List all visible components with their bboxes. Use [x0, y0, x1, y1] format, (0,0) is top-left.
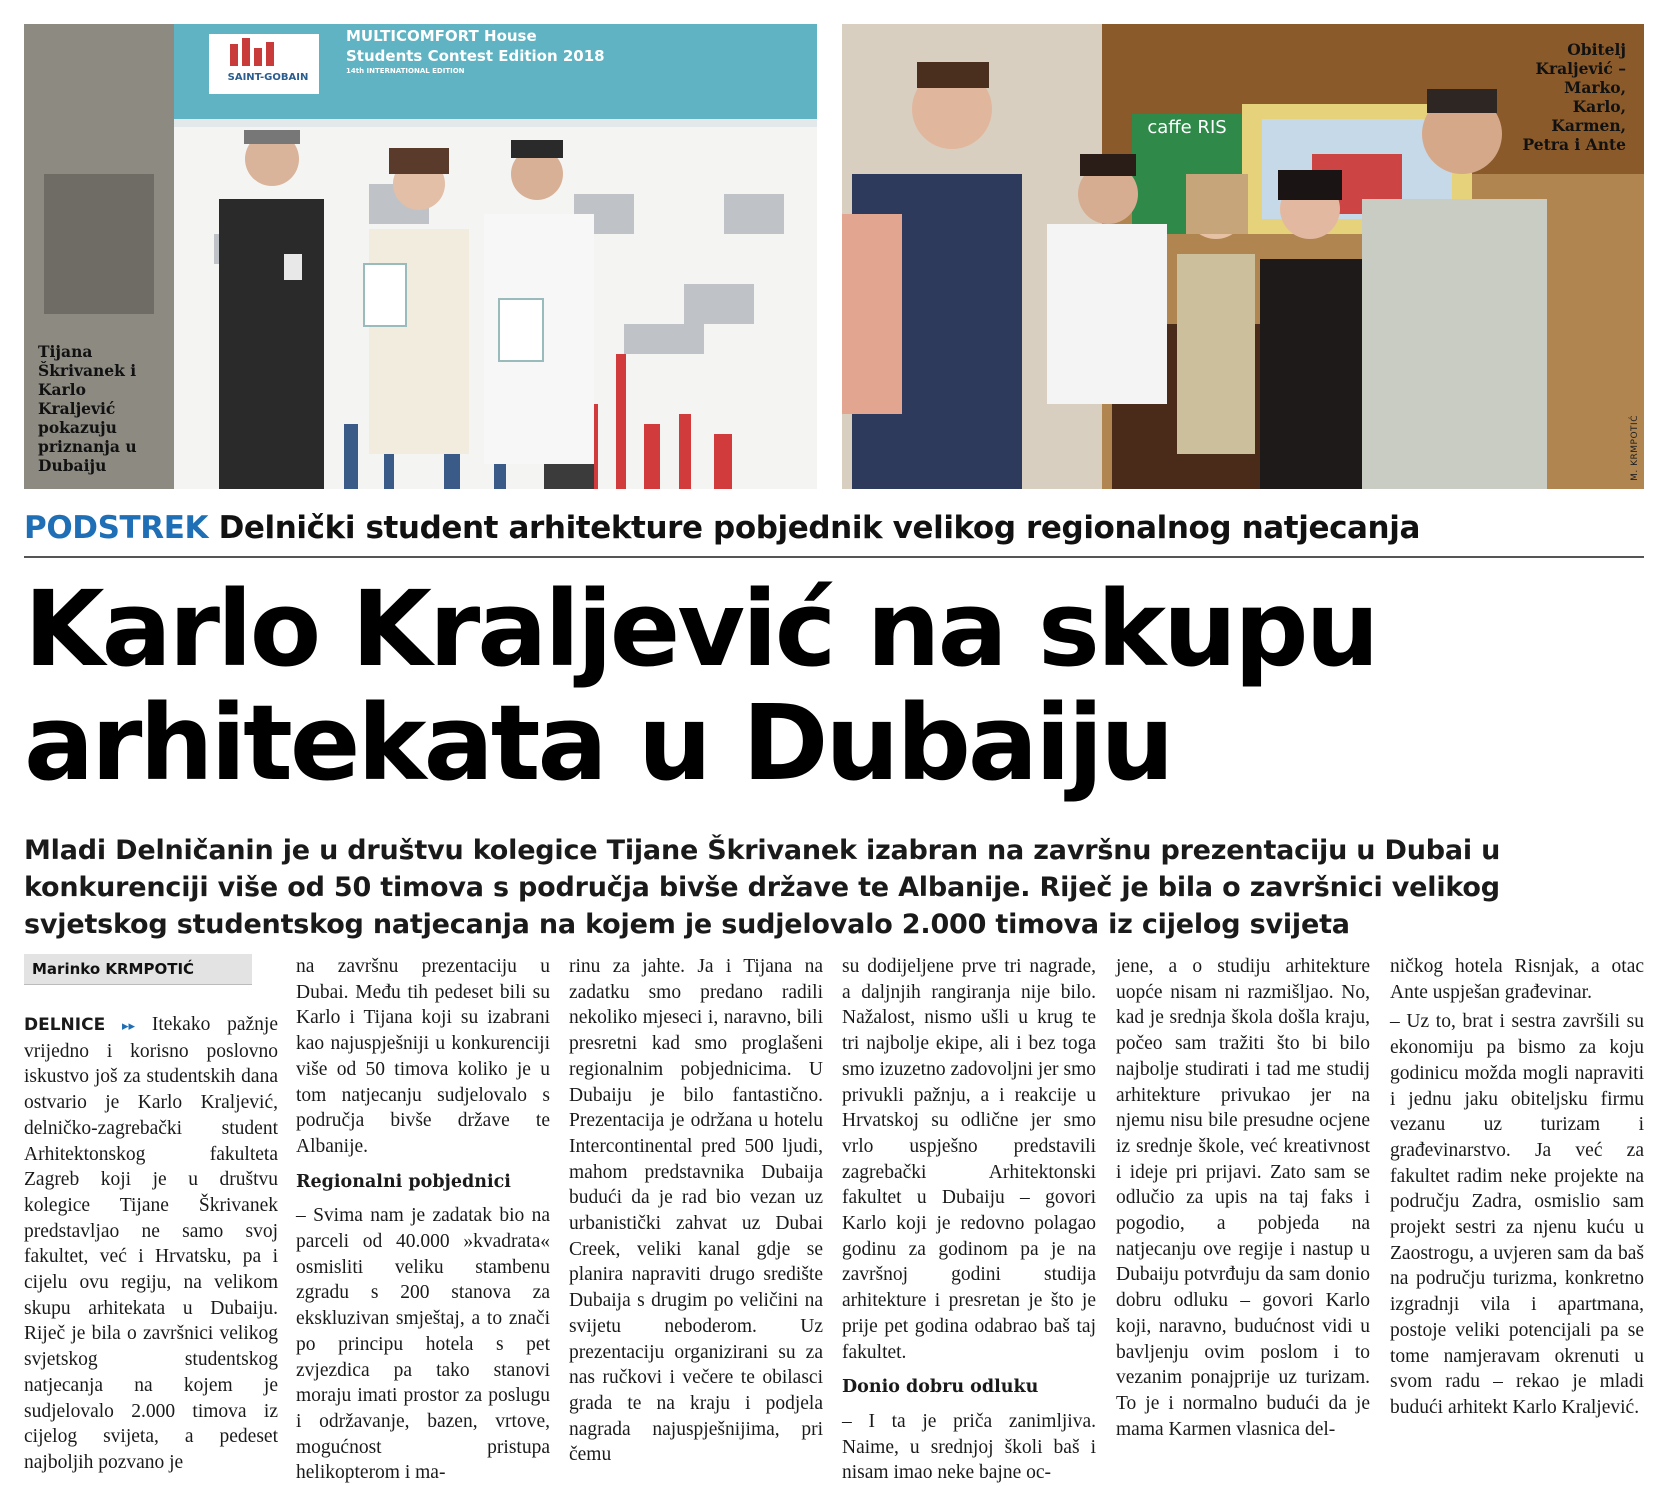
photo-dubai-award — [24, 24, 817, 489]
photo-family — [842, 24, 1644, 489]
dateline: DELNICE — [24, 1015, 106, 1035]
article-column-4 — [842, 954, 1096, 1486]
column-3-text: rinu za jahte. Ja i Tijana na zadatku smo predano radili nekoliko mjeseci i, naravno, bili presretni kad smo proglašeni regionalnim pobjednicima. U Dubaiju je bilo fantastično. Prezentacija je održana u hotelu Intercontinental pred 500 ljudi, mahom predstavnika Dubaija budući da je rad bio vezan uz urbanistički zahvat uz Dubai Creek, veliki kanal gdje se planira napraviti drugo središte Dubaija s drugim po veličini na svijetu neboderom. Uz prezentaciju organizirani su za nas ručkovi i večere te obilasci grada te na kraju i podjela nagrada najuspješnijima, pri čemu — [569, 956, 823, 1466]
headline-line-1: Karlo Kraljević na skupu — [24, 568, 1377, 690]
article-column-1 — [24, 1012, 278, 1476]
kicker-divider — [24, 556, 1644, 558]
column-5-text: jene, a o studiju arhitekture uopće nisam ni razmišljao. No, kad je srednja škola došla kraju, počeo sam tražiti što bi bilo najbolje studirati i tad me studij arhitekture privukao jer na njemu nisu bile presudne ocjene iz srednje škole, već kreativnost i ideje pri prijavi. Zato sam se odlučio za upis na taj faks i pogodio, a pobjeda na natjecanju ove regije i nastup u Dubaiju potvrđuju da sam donio dobru odluku – govori Karlo koji, naravno, budućnost vidi u bavljenju ovim poslom i to vezanim ponajprije uz turizam. To je i normalno budući da je mama Karmen vlasnica del- — [1116, 956, 1370, 1440]
column-1-text: Itekako pažnje vrijedno i korisno poslovno iskustvo još za studentskih dana ostvario je Karlo Kraljević, delničko-zagrebački student Arhitektonskog fakulteta Zagreb koji je u društvu kolegice Tijane Škrivanek predstavljao ne samo svoj fakultet, već i Hrvatsku, pa i cijelu ovu regiju, na velikom skupu arhitekata u Dubaiju. Riječ je bila o završnici velikog svjetskog studentskog natjecanja na kojem je sudjelovalo 2.000 timova iz cijelog svijeta, a pedeset najboljih pozvano je — [24, 1014, 279, 1473]
subheading-regionalni: Regionalni pobjednici — [296, 1171, 511, 1192]
column-4-text-b: – I ta je priča zanimljiva. Naime, u srednjoj školi baš i nisam imao neke bajne oc- — [842, 1410, 1096, 1484]
byline: Marinko KRMPOTIĆ — [24, 954, 252, 985]
banner-brand: SAINT-GOBAIN — [227, 72, 309, 83]
lead-line-3: svjetskog studentskog natjecanja na kojem je sudjelovalo 2.000 timova iz cijelog svijeta — [24, 909, 1350, 940]
column-4-text-a: su dodijeljene prve tri nagrade, a daljnjih rangiranja nije bilo. Nažalost, nismo ušli u krug te tri najbolje ekipe, ali i bez toga smo izuzetno zadovoljni jer smo privukli pažnju, a i reakcije u Hrvatskoj su odlične jer smo vrlo uspješno predstavili zagrebački Arhitektonski fakultet u Dubaiju – govori Karlo koji je redovno polagao godinu za godinom pa je na završnoj godini studija arhitekture i presretan je što je prije pet godina odabrao baš taj fakultet. — [842, 956, 1096, 1363]
article-column-3 — [569, 954, 823, 1468]
kicker — [24, 506, 1644, 550]
photo-right-caption: Obitelj Kraljević – Marko, Karlo, Karmen, Petra i Ante — [1522, 40, 1626, 154]
photo-left-caption: Tijana Škrivanek i Karlo Kraljević pokazuju priznanja u Dubaiju — [38, 342, 137, 475]
banner-sub: 14th INTERNATIONAL EDITION — [346, 67, 465, 75]
lead-line-2: konkurenciji više od 50 timova s područja bivše države te Albanije. Riječ je bila o završnici velikog — [24, 872, 1500, 903]
dateline-arrow-icon: ▸▸ — [122, 1018, 136, 1033]
lead-paragraph — [24, 832, 1654, 943]
article-column-6 — [1390, 954, 1644, 1421]
subheading-donio: Donio dobru odluku — [842, 1377, 1039, 1398]
article-column-2 — [296, 954, 550, 1486]
banner-text — [346, 26, 636, 76]
column-6-text-b: – Uz to, brat i sestra završili su ekonomiju pa bismo za koju godinicu možda mogli napraviti i jednu jaku obiteljsku firmu vezanu uz turizam i građevinarstvo. Ja već za fakultet radim neke projekte na području Zadra, osmislio sam projekt sestri za njenu kuću u Zaostrogu, a uvjeren sam da baš na području turizma, konkretno izgradnji vila i apartmana, postoje veliki potencijali pa se tome namjeravam okrenuti u svom radu – rekao je mladi budući arhitekt Karlo Kraljević. — [1390, 1011, 1644, 1418]
banner-title-1: MULTICOMFORT House — [346, 27, 537, 45]
column-2-text-b: – Svima nam je zadatak bio na parceli od 40.000 »kvadrata« osmisliti veliku stambenu zgradu s 200 stanova za ekskluzivan smještaj, a to znači po principu hotela s pet zvjezdica pa tako stanovi moraju imati prostor za poslugu i održavanje, bazen, vrtove, mogućnost pristupa helikopterom i ma- — [296, 1205, 550, 1484]
kicker-text: Delnički student arhitekture pobjednik velikog regionalnog natjecanja — [218, 510, 1420, 546]
kicker-tag: PODSTREK — [24, 510, 209, 546]
article-column-5 — [1116, 954, 1370, 1442]
column-2-text-a: na završnu prezentaciju u Dubai. Među tih pedeset bili su Karlo i Tijana koji su izabrani kao najuspješniji u konkurenciji više od 50 timova koliko je u tom natjecanju sudjelovalo s područja bivše države te Albanije. — [296, 956, 550, 1157]
cafe-sign: caffe RIS — [1147, 117, 1227, 138]
lead-line-1: Mladi Delničanin je u društvu kolegice Tijane Škrivanek izabran na završnu prezentaciju u Dubai u — [24, 835, 1501, 866]
headline-line-2: arhitekata u Dubaiju — [24, 682, 1172, 804]
headline — [24, 568, 1654, 804]
banner-title-2: Students Contest Edition 2018 — [346, 47, 605, 65]
column-6-text-a: ničkog hotela Risnjak, a otac Ante uspješan građevinar. — [1390, 956, 1644, 1003]
photo-credit: M. KRMPOTIĆ — [1630, 415, 1640, 481]
